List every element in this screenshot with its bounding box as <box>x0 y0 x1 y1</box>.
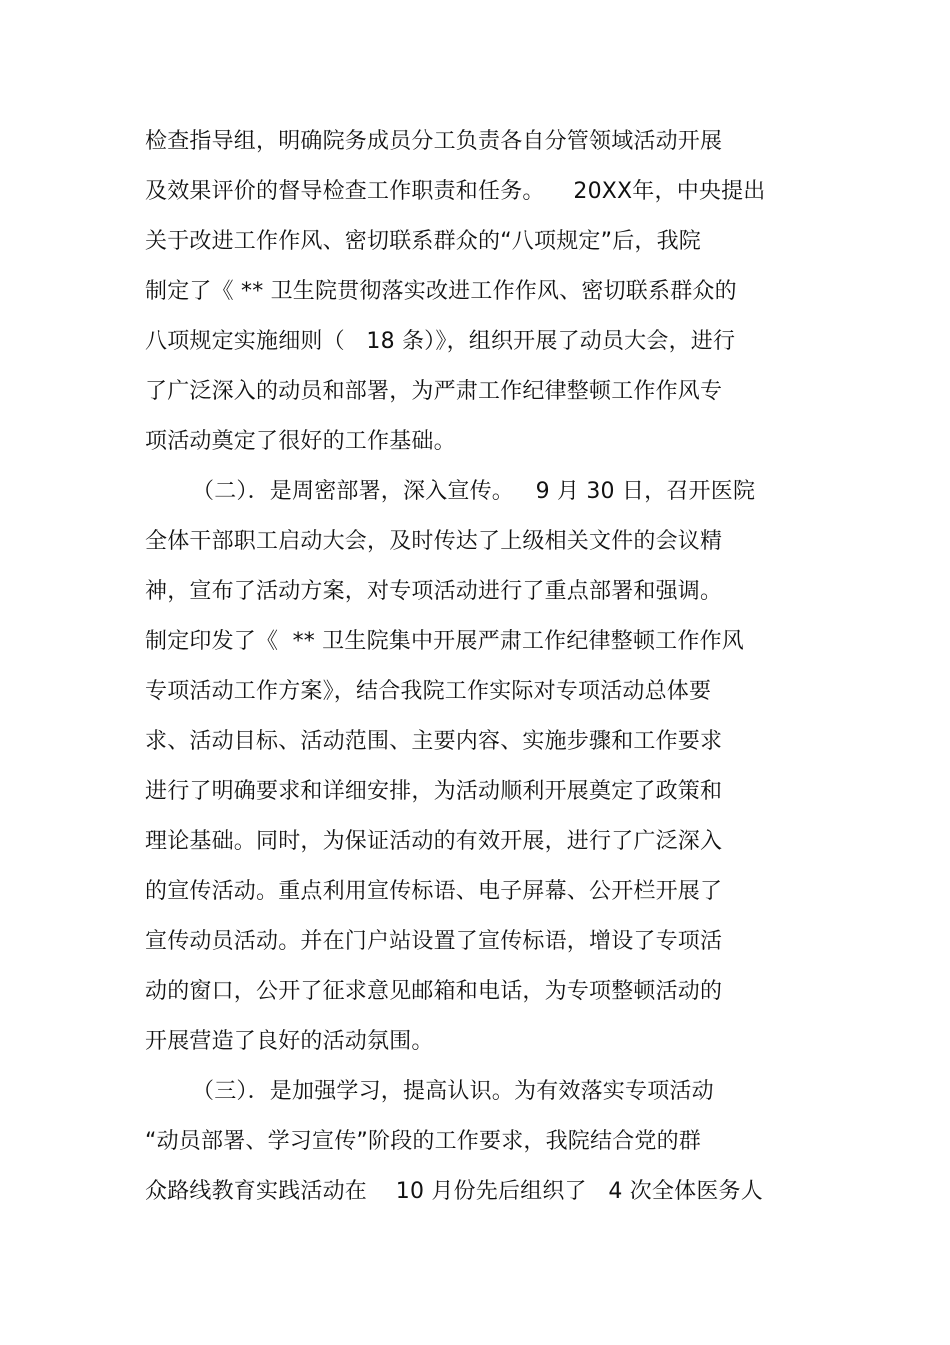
text-line: 关于改进工作作风、密切联系群众的“八项规定”后，我院 <box>145 229 701 254</box>
paragraph-heading: （二）．是周密部署，深入宣传。 9 月 30 日，召开医院 <box>192 479 756 504</box>
text-line: 项活动奠定了很好的工作基础。 <box>145 429 456 454</box>
text-line: 理论基础。同时，为保证活动的有效开展，进行了广泛深入 <box>145 829 723 854</box>
text-line: 的宣传活动。重点利用宣传标语、电子屏幕、公开栏开展了 <box>145 879 723 904</box>
text-line: 全体干部职工启动大会，及时传达了上级相关文件的会议精 <box>145 529 723 554</box>
text-line: 进行了明确要求和详细安排，为活动顺利开展奠定了政策和 <box>145 779 723 804</box>
text-line: “动员部署、学习宣传”阶段的工作要求，我院结合党的群 <box>145 1129 701 1154</box>
text-line: 制定了《 ** 卫生院贯彻落实改进工作作风、密切联系群众的 <box>145 279 737 304</box>
text-line: 众路线教育实践活动在 10 月份先后组织了 4 次全体医务人 <box>145 1179 763 1204</box>
text-line: 八项规定实施细则（ 18 条）》，组织开展了动员大会，进行 <box>145 329 736 354</box>
text-line: 开展营造了良好的活动氛围。 <box>145 1029 434 1054</box>
text-line: 了广泛深入的动员和部署，为严肃工作纪律整顿工作作风专 <box>145 379 723 404</box>
text-line: 神，宣布了活动方案，对专项活动进行了重点部署和强调。 <box>145 579 723 604</box>
text-line: 检查指导组，明确院务成员分工负责各自分管领域活动开展 <box>145 129 723 154</box>
text-line: 宣传动员活动。并在门户站设置了宣传标语，增设了专项活 <box>145 929 723 954</box>
text-line: 求、活动目标、活动范围、主要内容、实施步骤和工作要求 <box>145 729 723 754</box>
text-line: 及效果评价的督导检查工作职责和任务。 20XX年，中央提出 <box>145 179 766 204</box>
text-line: 动的窗口，公开了征求意见邮箱和电话，为专项整顿活动的 <box>145 979 723 1004</box>
paragraph-heading: （三）．是加强学习，提高认识。为有效落实专项活动 <box>192 1079 714 1104</box>
text-line: 专项活动工作方案》，结合我院工作实际对专项活动总体要 <box>145 679 712 704</box>
text-line: 制定印发了《 ** 卫生院集中开展严肃工作纪律整顿工作作风 <box>145 629 744 654</box>
